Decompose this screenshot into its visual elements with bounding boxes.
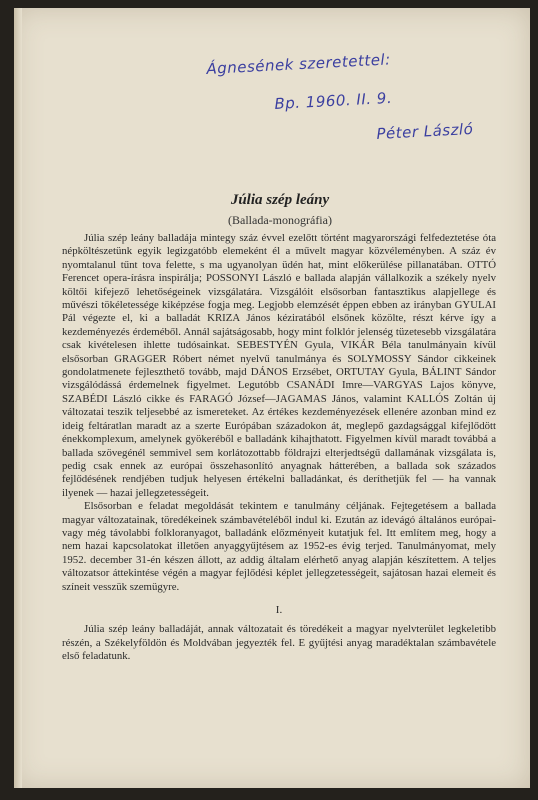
body-paragraph-2: Elsősorban e feladat megoldását tekintem e tanulmány céljának. Fejtegetésem a ballada magyar változatainak, töredékeinek számbavételéből indul ki. Ezután az idevágó általános európai- vagy még távolabbi folkloranyagot, balladánk előzményeit kutatjuk fel. Itt említem meg, hogy a nem hazai kapcsolatokat illetően anyaggyűjtésem az 1952-es évig terjed. Tanulmányomat, mely 1952. december 31-én készen állott, az addig általam elérhető anyag alapján készítettem. A teljes változatsor áttekintése végén a magyar fejlődési képlet jellegzetességeit, sajátosan hazai elemeit és színeit vesszük szemügyre. <box>62 500 496 593</box>
article-title: Júlia szép leány <box>230 192 330 208</box>
handwritten-dedication-date: Bp. 1960. II. 9. <box>274 88 393 113</box>
article-subtitle: (Ballada-monográfia) <box>228 213 332 227</box>
handwritten-dedication-line-1: Ágnesének szeretettel: <box>206 50 392 78</box>
body-paragraph-1: Júlia szép leány balladája mintegy száz évvel ezelőtt történt magyarországi felfedeztetése óta népköltészetünk egyik legizgatóbb elemeként él a művelt magyar közvéleményben. A száz év nyomtalanul tűnt tova felette, s ma ugyanolyan üdén hat, mint előkerülése pillanatában. OTTÓ Ferencet opera-írásra inspirálja; POSSONYI László e ballada alapján vállalkozik a székely nyelv költői kifejező lehetőségeinek vizsgálatára. Vizsgálóit elsősorban fantasztikus alapjellege és művészi tökéletessége kiképzése fogja meg. Legjobb elemzését éppen ebben az irányban GYULAI Pál végezte el, ki a balladát KRIZA János kéziratából elsőnek közölte, részt kérve így a kezdeményezés érdeméből. Annál sajátságosabb, hogy mint folklór jelenség tüzetesebb vizsgálatára csak kivételesen ihlette tudósainkat. SEBESTYÉN Gyula, VIKÁR Béla tanulmányain kívül elsősorban GRAGGER Róbert német nyelvű tanulmánya és SOLYMOSSY Sándor cikkeinek gondolatmenete fejleszthető tovább, majd DÁNOS Erzsébet, ORTUTAY Gyula, BÁLINT Sándor vizsgálódássá érdemelnek figyelmet. Legutóbb CSANÁDI Imre—VARGYAS Lajos könyve, SZABÉDI László cikke és FARAGÓ József—JAGAMAS János, valamint KALLÓS Zoltán új változatai teszik teljesebbé az ismereteket. Az értékes kezdeményezések ellenére azonban mind ez ideig feltáratlan maradt az a szerte Európában századokon át, meglepő gazdagsággal kifejlődött énekkomplexum, amelynek gyökeréből e balladánk kihajthatott. Figyelmen kívül maradt továbbá a ballada szövegénél semmivel sem korlátozottabb földrajzi elterjedtségű dallamának vizsgálata is, pedig csak ennek az európai összehasonlító anyagnak hátterében, a ballada sok százados fejlődésének rendjében tudjuk helyesen értékelni balladánkat, és deríthetjük fel — ha vannak ilyenek — hazai jellegzetességeit. <box>62 232 496 499</box>
article-body <box>62 232 496 664</box>
section-number: I. <box>275 603 283 616</box>
page-spine-shadow <box>14 8 22 788</box>
section-paragraph: Júlia szép leány balladáját, annak változatait és töredékeit a magyar nyelvterület legkeletibb részén, a Székelyföldön és Moldvában jegyezték fel. E gyűjtési anyag maradéktalan számbavétele első feladatunk. <box>62 623 496 663</box>
handwritten-signature: Péter László <box>376 119 474 143</box>
